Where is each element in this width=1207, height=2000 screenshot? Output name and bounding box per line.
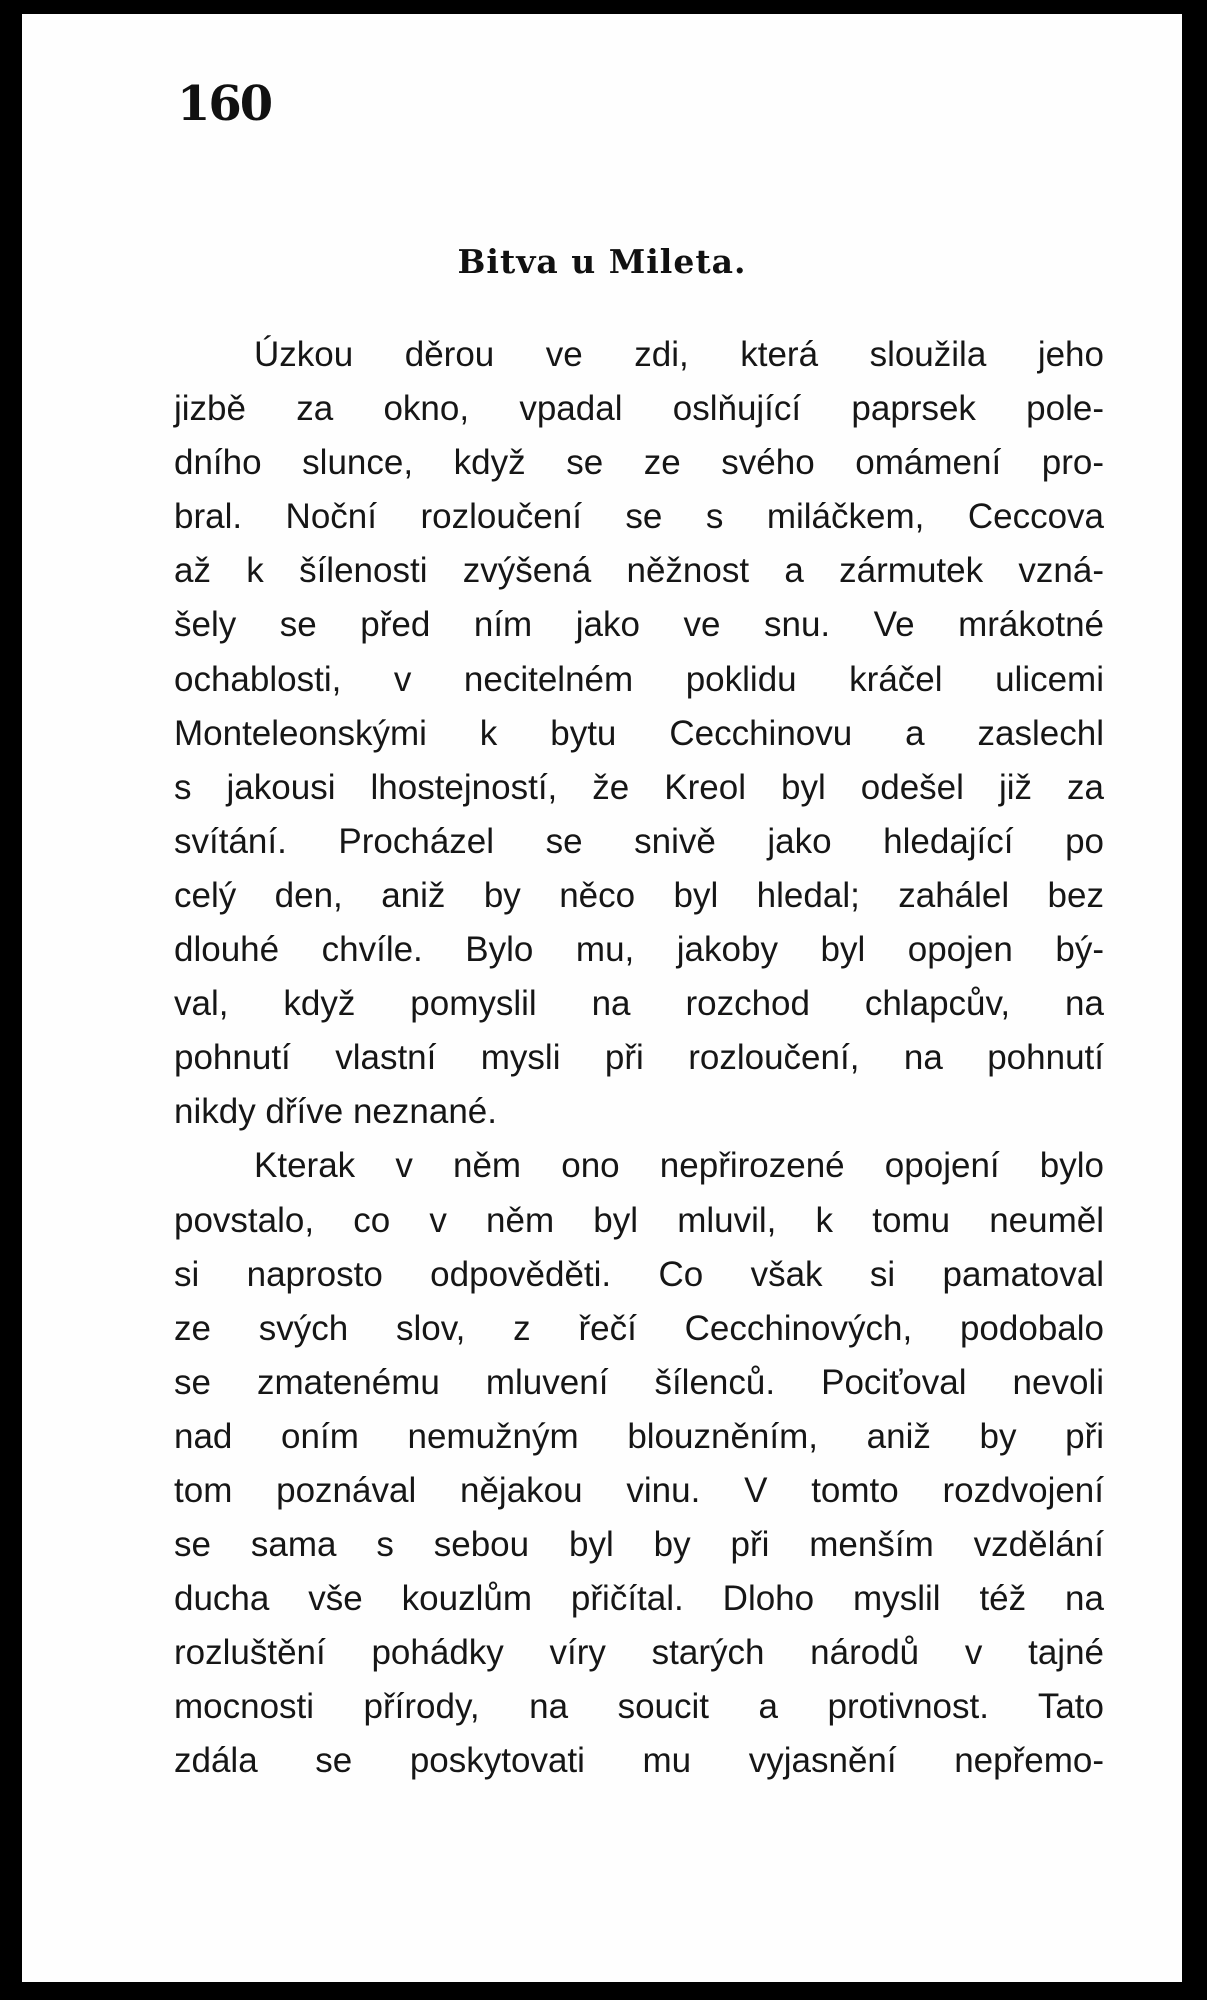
paragraph-1 — [174, 328, 1104, 1139]
text-line: bral. Noční rozloučení se s miláčkem, Ceccova — [174, 497, 1104, 537]
paragraph-2 — [174, 1139, 1104, 1788]
page-number: 160 — [177, 76, 272, 132]
text-line: šely se před ním jako ve snu. Ve mrákotné — [174, 605, 1104, 645]
text-line: svítání. Procházel se snivě jako hledající po — [174, 821, 1104, 861]
text-line: Monteleonskými k bytu Cecchinovu a zaslechl — [174, 713, 1104, 753]
text-line: dního slunce, když se ze svého omámení pro- — [174, 443, 1104, 483]
body-text — [174, 328, 1104, 1789]
text-line: ochablosti, v necitelném poklidu kráčel ulicemi — [174, 659, 1104, 699]
text-line: dlouhé chvíle. Bylo mu, jakoby byl opojen bý- — [174, 930, 1104, 970]
text-line: s jakousi lhostejností, že Kreol byl odešel již za — [174, 767, 1104, 807]
text-line: nikdy dříve neznané. — [174, 1092, 497, 1132]
text-line: mocnosti přírody, na soucit a protivnost. Tato — [174, 1687, 1104, 1727]
text-line: se sama s sebou byl by při menším vzdělání — [174, 1525, 1104, 1565]
text-line: nad oním nemužným blouzněním, aniž by při — [174, 1416, 1104, 1456]
book-page — [22, 14, 1182, 1982]
text-line: celý den, aniž by něco byl hledal; zahálel bez — [174, 875, 1104, 915]
text-line: Kterak v něm ono nepřirozené opojení bylo — [254, 1146, 1104, 1186]
text-line: si naprosto odpověděti. Co však si pamatoval — [174, 1254, 1104, 1294]
text-line: Úzkou děrou ve zdi, která sloužila jeho — [254, 335, 1104, 374]
text-line: zdála se poskytovati mu vyjasnění nepřemo- — [174, 1741, 1104, 1781]
text-line: povstalo, co v něm byl mluvil, k tomu neuměl — [174, 1200, 1104, 1240]
text-line: val, když pomyslil na rozchod chlapcův, na — [174, 984, 1104, 1024]
text-line: ze svých slov, z řečí Cecchinových, podobalo — [174, 1308, 1104, 1348]
text-line: se zmatenému mluvení šílenců. Pociťoval nevoli — [174, 1362, 1104, 1402]
chapter-title: Bitva u Mileta. — [457, 242, 747, 281]
text-line: ducha vše kouzlům přičítal. Dloho myslil též na — [174, 1579, 1104, 1619]
text-line: až k šílenosti zvýšená něžnost a zármutek vzná- — [174, 551, 1104, 591]
text-line: jizbě za okno, vpadal oslňující paprsek pole- — [174, 389, 1104, 429]
text-line: pohnutí vlastní mysli při rozloučení, na pohnutí — [174, 1038, 1104, 1078]
text-line: tom poznával nějakou vinu. V tomto rozdvojení — [174, 1470, 1104, 1510]
text-line: rozluštění pohádky víry starých národů v tajné — [174, 1633, 1104, 1673]
